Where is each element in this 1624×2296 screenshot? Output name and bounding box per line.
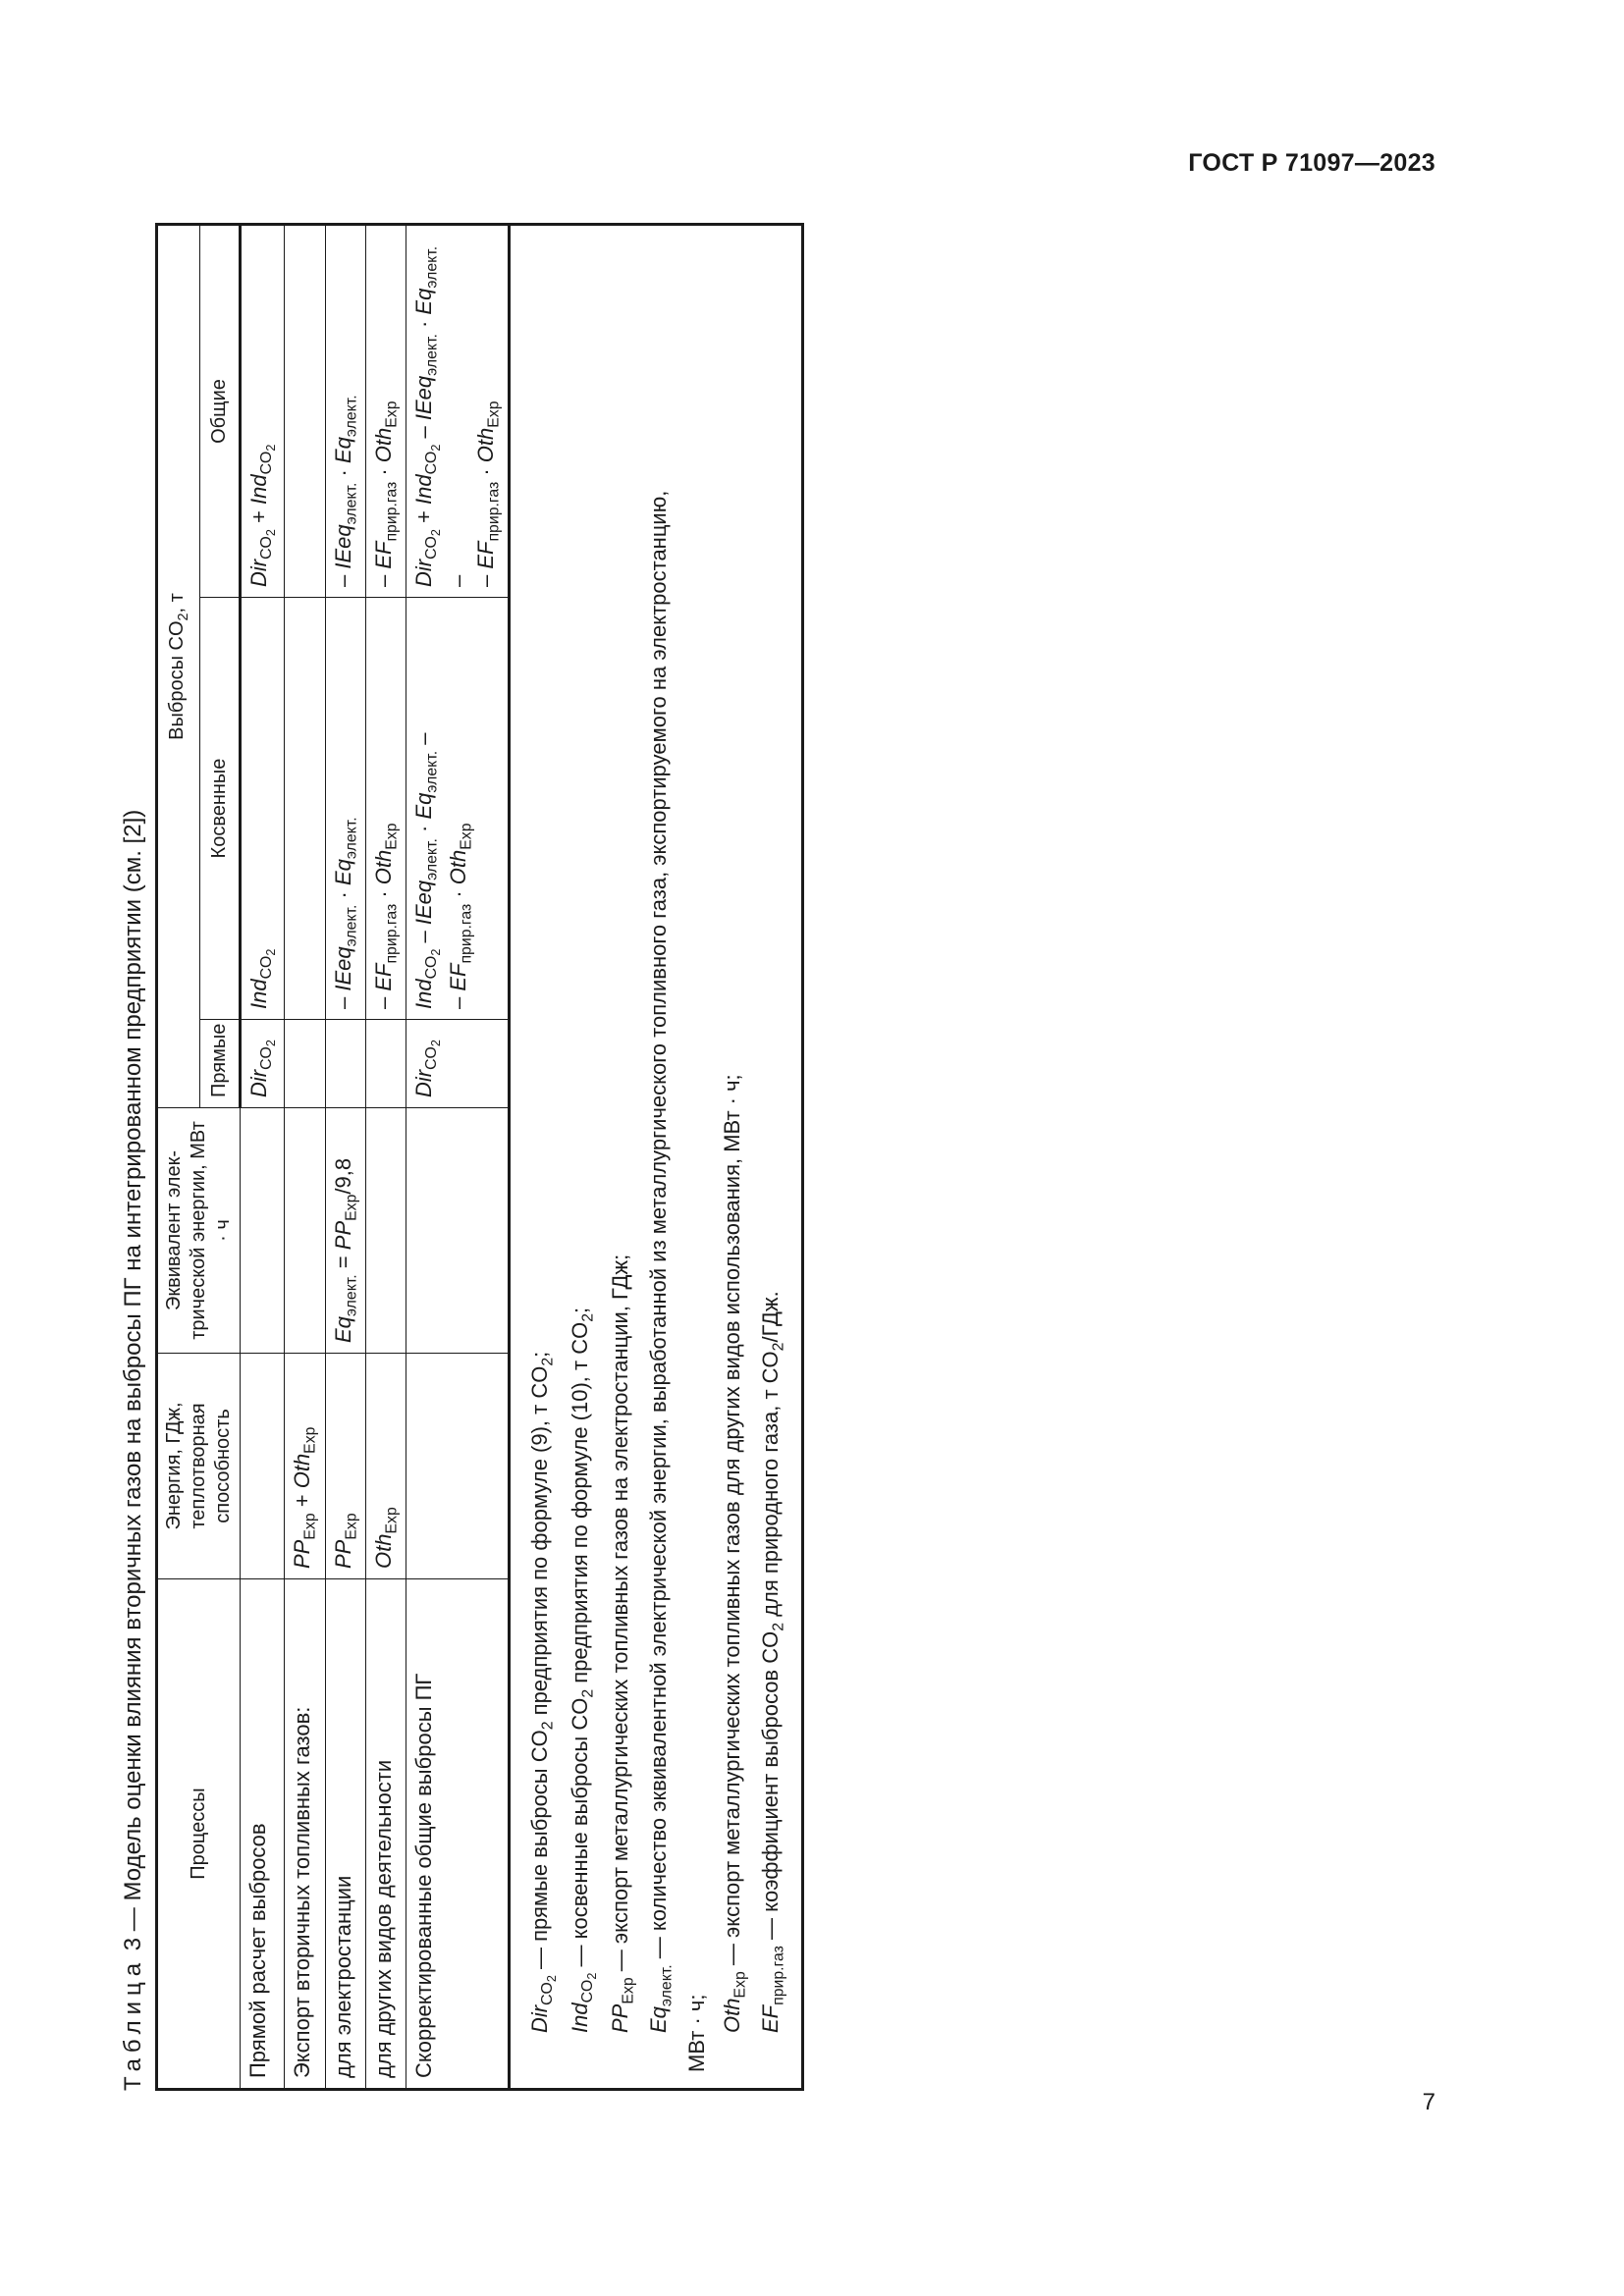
legend-item: $EF_{прир.газ}$ — коэффициент выбросов $CO_2$ для природного газа, т $CO_2$/ГДж. xyxy=(757,1291,787,2033)
document-code: ГОСТ Р 71097—2023 xyxy=(1188,149,1435,177)
cell-direct xyxy=(285,1020,325,1108)
caption-number: 3 xyxy=(120,1937,146,1951)
header-emissions: Выбросы $CO_2$, т xyxy=(157,225,200,1108)
cell-process: Прямой расчет выбросов xyxy=(241,1579,285,2090)
caption-text: — Модель оценки влияния вторичных газов на выбросы ПГ на интегрированном предприятии (см. [2]) xyxy=(120,809,146,1932)
cell-energy: $PP_{Exp} + Oth_{Exp}$ xyxy=(285,1354,325,1579)
cell-indirect: – IEeq$_{элект.}$ · $Eq_{элект.}$ xyxy=(325,598,365,1020)
header-processes: Процессы xyxy=(157,1579,241,2090)
cell-energy: $PP_{Exp}$ xyxy=(325,1354,365,1579)
legend-item: Dir$_{CO_2}$ — прямые выбросы $CO_2$ предприятия по формуле (9), т $CO_2$; xyxy=(527,1351,560,2033)
cell-process: для электростанции xyxy=(325,1579,365,2090)
formula-line: Dir$_{CO_2}$ + Ind$_{CO_2}$ – IEeq$_{элект.}$ · $Eq_{элект.}$ – xyxy=(410,245,471,587)
cell-equivalent xyxy=(406,1108,509,1354)
legend-row xyxy=(510,225,803,2090)
formula-line: Ind$_{CO_2}$ – IEeq$_{элект.}$ · $Eq_{элект.}$ – xyxy=(410,732,444,1009)
header-total: Общие xyxy=(200,225,241,598)
cell-energy xyxy=(241,1354,285,1579)
cell-process: Скорректированные общие выбросы ПГ xyxy=(406,1579,509,2090)
cell-equivalent xyxy=(365,1108,406,1354)
table-row xyxy=(365,225,406,2090)
cell-direct: Dir$_{CO_2}$ xyxy=(406,1020,509,1108)
cell-energy: Oth$_{Exp}$ xyxy=(365,1354,406,1579)
header-indirect: Косвенные xyxy=(200,598,241,1020)
table-caption xyxy=(112,226,155,2091)
header-row-1 xyxy=(157,225,200,2090)
cell-process: для других видов деятельности xyxy=(365,1579,406,2090)
cell-total xyxy=(285,225,325,598)
header-energy: Энергия, ГДж, теплотворная способность xyxy=(157,1354,241,1579)
cell-direct xyxy=(365,1020,406,1108)
header-equivalent: Эквивалент элек-трической энергии, МВт · ч xyxy=(157,1108,241,1354)
legend-item-continuation: МВт · ч; xyxy=(684,1994,710,2072)
cell-process: Экспорт вторичных топливных газов: xyxy=(285,1579,325,2090)
emissions-table xyxy=(155,223,804,2091)
legend-item: Ind$_{CO_2}$ — косвенные выбросы $CO_2$ предприятия по формуле (10), т $CO_2$; xyxy=(568,1307,600,2033)
cell-equivalent xyxy=(285,1108,325,1354)
cell-total: – $EF_{прир.газ} \cdot Oth_{Exp}$ xyxy=(365,225,406,598)
legend-item: Oth$_{Exp}$ — экспорт металлургических топливных газов для других видов использования, МВт · ч; xyxy=(719,1074,749,2033)
table-legend xyxy=(510,225,803,2090)
table-row xyxy=(325,225,365,2090)
cell-equivalent: $Eq_{элект.} = PP_{Exp}/9,8$ xyxy=(325,1108,365,1354)
cell-total xyxy=(406,225,509,598)
table-row xyxy=(285,225,325,2090)
legend-item: $PP_{Exp}$ — экспорт металлургических топливных газов на электростанции, ГДж; xyxy=(608,1254,637,2033)
legend-item: $Eq_{элект.}$ — количество эквивалентной электрической энергии, выработанной из металлургического топливного газа, экспортируемого на электростанцию, xyxy=(646,490,676,2033)
caption-label: Таблица xyxy=(120,1956,146,2091)
cell-energy xyxy=(406,1354,509,1579)
table-row xyxy=(406,225,509,2090)
cell-direct: Dir$_{CO_2}$ xyxy=(241,1020,285,1108)
cell-indirect: – $EF_{прир.газ} \cdot Oth_{Exp}$ xyxy=(365,598,406,1020)
header-direct: Прямые xyxy=(200,1020,241,1108)
cell-direct xyxy=(325,1020,365,1108)
cell-total: Dir$_{CO_2}$ + Ind$_{CO_2}$ xyxy=(241,225,285,598)
formula-line: – $EF_{прир.газ} \cdot Oth_{Exp}$ xyxy=(472,400,503,587)
rotated-table-block xyxy=(112,226,839,2091)
cell-total: – IEeq$_{элект.}$ · $Eq_{элект.}$ xyxy=(325,225,365,598)
cell-equivalent xyxy=(241,1108,285,1354)
page-number: 7 xyxy=(1422,2089,1435,2115)
cell-indirect xyxy=(285,598,325,1020)
table-row xyxy=(241,225,285,2090)
cell-indirect xyxy=(406,598,509,1020)
formula-line: – $EF_{прир.газ} \cdot Oth_{Exp}$ xyxy=(446,823,475,1009)
cell-indirect: Ind$_{CO_2}$ xyxy=(241,598,285,1020)
